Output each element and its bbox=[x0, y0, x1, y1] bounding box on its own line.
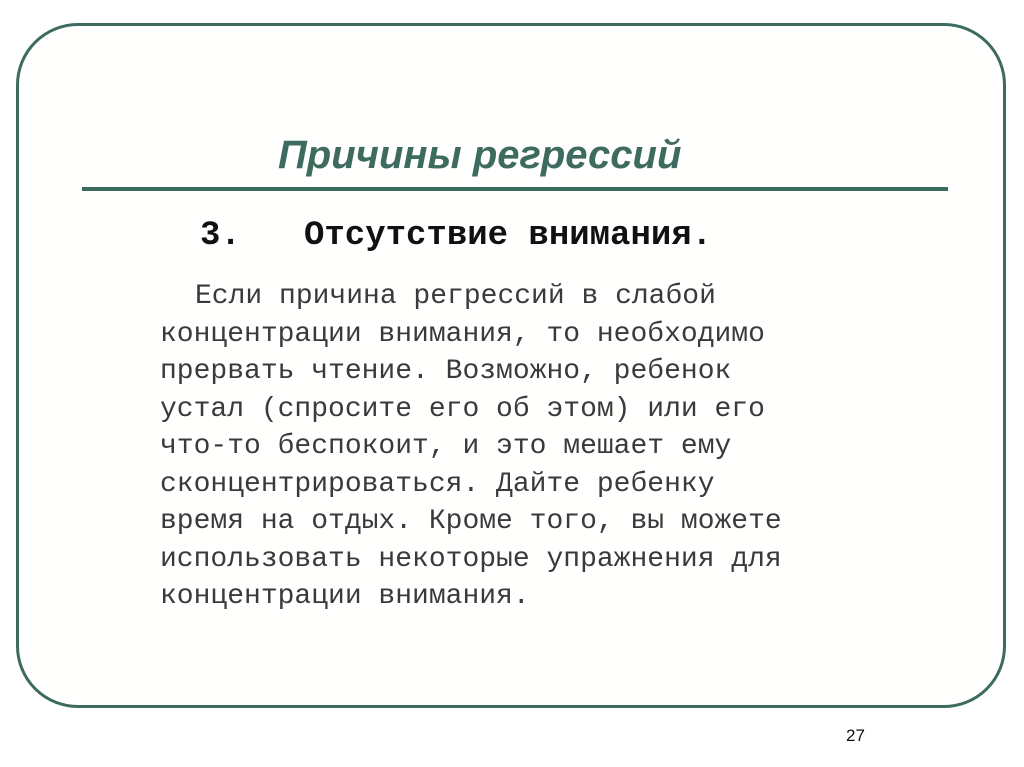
body-line: сконцентрироваться. Дайте ребенку bbox=[160, 468, 715, 500]
point-number: 3. bbox=[200, 217, 241, 255]
slide-title: Причины регрессий bbox=[278, 133, 682, 177]
page-number: 27 bbox=[846, 726, 865, 745]
body-line: прервать чтение. Возможно, ребенок bbox=[160, 356, 732, 387]
body-line: устал (спросите его об этом) или его bbox=[160, 393, 765, 425]
point-heading bbox=[200, 213, 712, 259]
title-divider bbox=[82, 187, 948, 191]
body-line: концентрации внимания. bbox=[160, 581, 530, 612]
body-line: Если причина регрессий в слабой bbox=[195, 281, 716, 312]
point-heading-text: Отсутствие внимания. bbox=[304, 217, 713, 255]
body-paragraph bbox=[160, 278, 950, 616]
body-line: время на отдых. Кроме того, вы можете bbox=[160, 506, 782, 537]
body-line: концентрации внимания, то необходимо bbox=[160, 318, 765, 350]
body-line: использовать некоторые упражнения для bbox=[160, 543, 782, 575]
body-line: что-то беспокоит, и это мешает ему bbox=[160, 431, 732, 462]
